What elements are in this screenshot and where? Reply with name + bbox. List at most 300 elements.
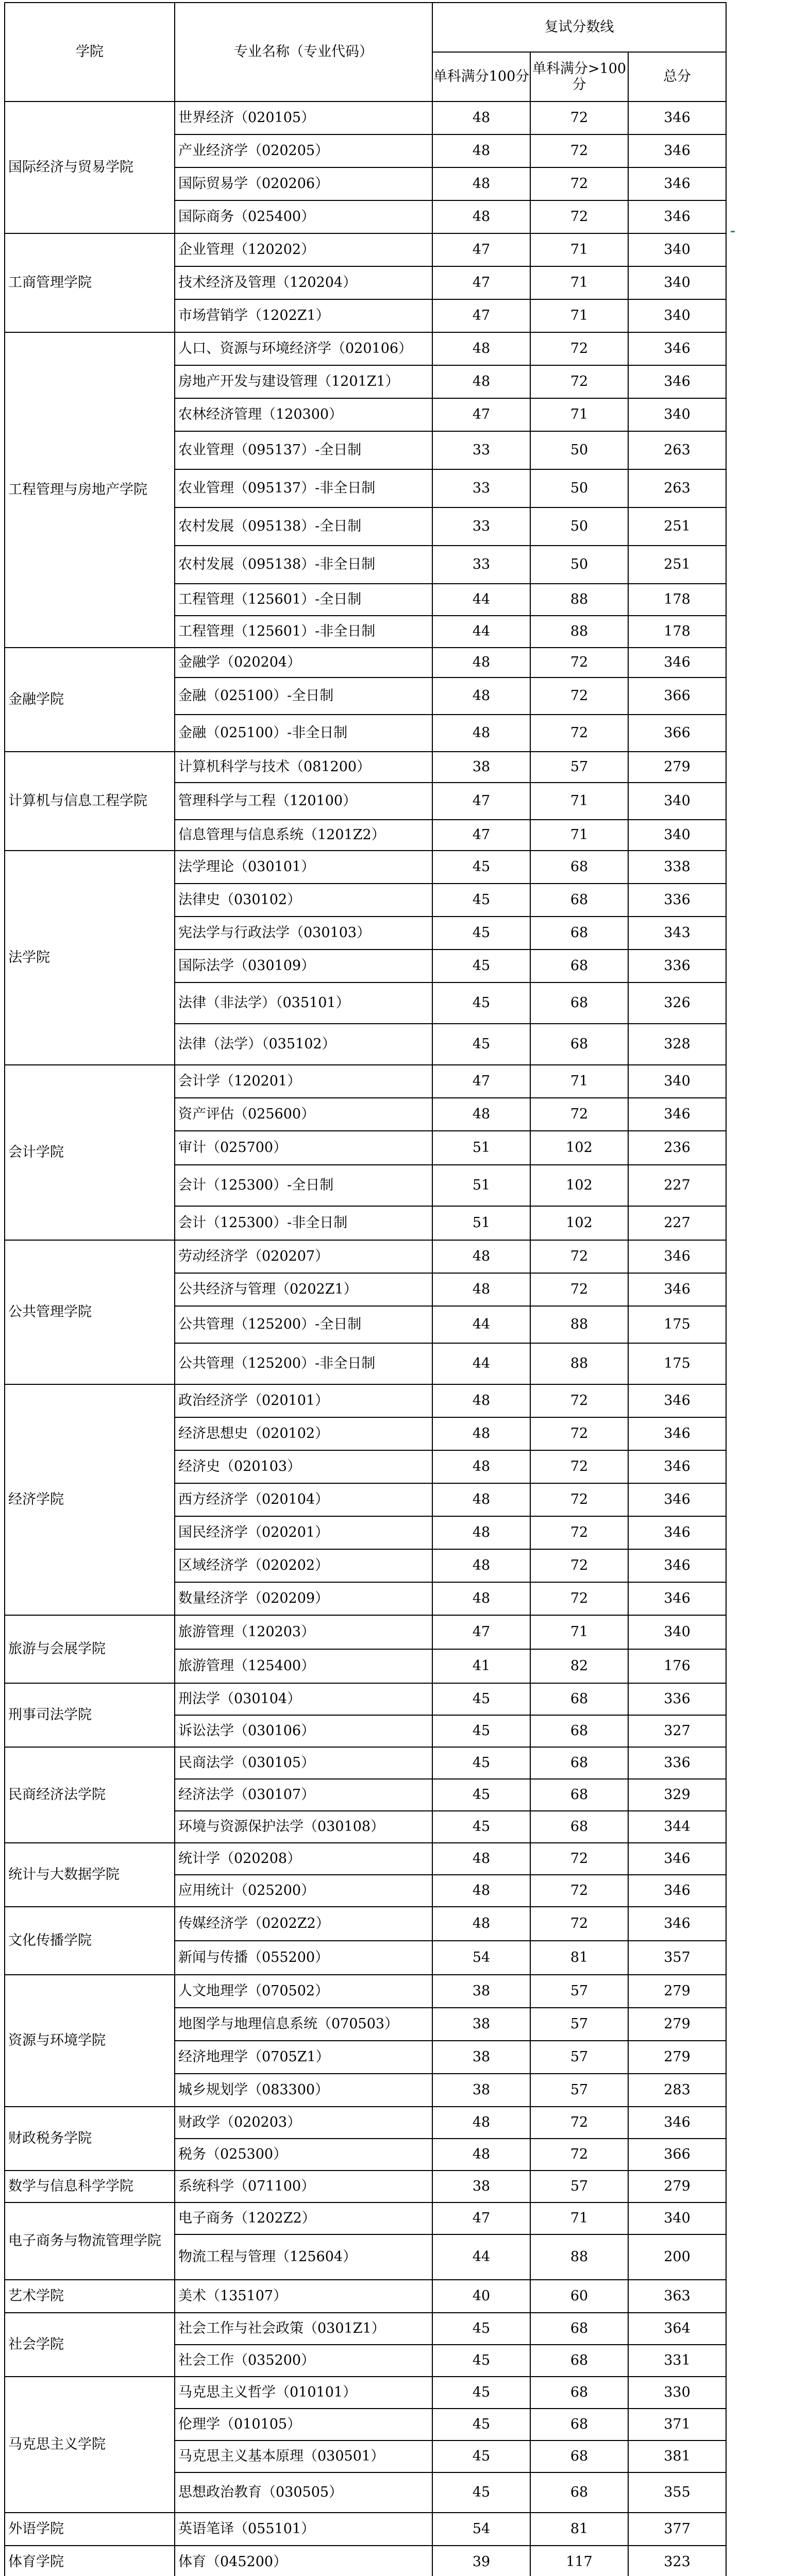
- table-row: [5, 2107, 726, 2139]
- single-100-cell: 44: [432, 1343, 530, 1384]
- table-row: [5, 332, 726, 365]
- major-cell: 农村发展（095138）-全日制: [175, 507, 432, 546]
- single-100-cell: 48: [432, 2107, 530, 2139]
- single-gt100-cell: 72: [530, 101, 628, 134]
- total-cell: 366: [628, 715, 726, 752]
- single-100-cell: 41: [432, 1649, 530, 1683]
- total-cell: 355: [628, 2472, 726, 2513]
- major-cell: 电子商务（1202Z2）: [175, 2202, 432, 2234]
- major-cell: 会计（125300）-非全日制: [175, 1206, 432, 1240]
- total-cell: 329: [628, 1779, 726, 1811]
- single-100-cell: 45: [432, 851, 530, 884]
- single-100-cell: 45: [432, 1779, 530, 1811]
- single-100-cell: 48: [432, 1549, 530, 1582]
- single-gt100-cell: 81: [530, 2513, 628, 2546]
- total-cell: 178: [628, 616, 726, 648]
- major-cell: 房地产开发与建设管理（1201Z1）: [175, 365, 432, 398]
- single-gt100-cell: 88: [530, 616, 628, 648]
- table-row: [5, 1065, 726, 1098]
- college-cell: 旅游与会展学院: [5, 1615, 175, 1683]
- single-100-cell: 48: [432, 332, 530, 365]
- total-header: 总分: [628, 52, 726, 101]
- single-100-cell: 48: [432, 101, 530, 134]
- single-100-cell: 47: [432, 1615, 530, 1649]
- total-cell: 346: [628, 1875, 726, 1907]
- major-cell: 法律史（030102）: [175, 884, 432, 917]
- total-cell: 346: [628, 332, 726, 365]
- single-100-cell: 45: [432, 982, 530, 1024]
- single-gt100-cell: 71: [530, 233, 628, 266]
- single-gt100-cell: 71: [530, 266, 628, 299]
- major-cell: 会计（125300）-全日制: [175, 1165, 432, 1206]
- single-100-cell: 48: [432, 677, 530, 715]
- single-100-cell: 47: [432, 299, 530, 332]
- major-cell: 计算机科学与技术（081200）: [175, 752, 432, 783]
- single-gt100-cell: 68: [530, 982, 628, 1024]
- major-header: 专业名称（专业代码）: [175, 3, 432, 101]
- single-gt100-cell: 71: [530, 820, 628, 851]
- total-cell: 176: [628, 1649, 726, 1683]
- table-row: [5, 851, 726, 884]
- total-cell: 340: [628, 2202, 726, 2234]
- major-cell: 诉讼法学（030106）: [175, 1715, 432, 1747]
- single-gt100-cell: 71: [530, 1615, 628, 1649]
- college-cell: 文化传播学院: [5, 1907, 175, 1975]
- total-cell: 346: [628, 1098, 726, 1131]
- single-gt100-cell: 68: [530, 1024, 628, 1065]
- major-cell: 信息管理与信息系统（1201Z2）: [175, 820, 432, 851]
- single-gt100-cell: 68: [530, 1747, 628, 1779]
- college-cell: 财政税务学院: [5, 2107, 175, 2171]
- single-gt100-cell: 72: [530, 332, 628, 365]
- major-cell: 统计学（020208）: [175, 1843, 432, 1875]
- total-cell: 346: [628, 101, 726, 134]
- major-cell: 税务（025300）: [175, 2139, 432, 2171]
- table-row: [5, 2513, 726, 2546]
- major-cell: 民商法学（030105）: [175, 1747, 432, 1779]
- total-cell: 340: [628, 398, 726, 431]
- college-cell: 外语学院: [5, 2513, 175, 2546]
- single-gt100-header: 单科满分>100分: [530, 52, 628, 101]
- total-cell: 175: [628, 1306, 726, 1343]
- total-cell: 346: [628, 1843, 726, 1875]
- total-cell: 346: [628, 1384, 726, 1417]
- single-gt100-cell: 71: [530, 2202, 628, 2234]
- single-100-cell: 44: [432, 2234, 530, 2280]
- single-gt100-cell: 68: [530, 1811, 628, 1843]
- total-cell: 346: [628, 1450, 726, 1483]
- single-gt100-cell: 57: [530, 2041, 628, 2074]
- college-cell: 工商管理学院: [5, 233, 175, 332]
- total-cell: 328: [628, 1024, 726, 1065]
- single-gt100-cell: 88: [530, 1343, 628, 1384]
- single-gt100-cell: 57: [530, 2074, 628, 2107]
- major-cell: 管理科学与工程（120100）: [175, 783, 432, 820]
- total-cell: 279: [628, 2008, 726, 2041]
- major-cell: 物流工程与管理（125604）: [175, 2234, 432, 2280]
- single-gt100-cell: 88: [530, 584, 628, 616]
- college-cell: 民商经济法学院: [5, 1747, 175, 1843]
- major-cell: 城乡规划学（083300）: [175, 2074, 432, 2107]
- college-cell: 数学与信息科学学院: [5, 2171, 175, 2202]
- major-cell: 国际商务（025400）: [175, 200, 432, 233]
- single-gt100-cell: 68: [530, 2472, 628, 2513]
- single-100-cell: 33: [432, 431, 530, 469]
- single-gt100-cell: 68: [530, 2377, 628, 2409]
- total-cell: 263: [628, 431, 726, 469]
- single-100-cell: 45: [432, 2345, 530, 2377]
- total-cell: 263: [628, 469, 726, 507]
- total-cell: 331: [628, 2345, 726, 2377]
- single-100-cell: 51: [432, 1131, 530, 1165]
- single-100-cell: 45: [432, 1811, 530, 1843]
- college-cell: 工程管理与房地产学院: [5, 332, 175, 648]
- table-row: [5, 2377, 726, 2409]
- single-gt100-cell: 72: [530, 200, 628, 233]
- major-cell: 地图学与地理信息系统（070503）: [175, 2008, 432, 2041]
- table-body: [5, 101, 726, 2576]
- major-cell: 公共管理（125200）-全日制: [175, 1306, 432, 1343]
- green-mark: [731, 231, 735, 232]
- single-gt100-cell: 68: [530, 950, 628, 982]
- college-cell: 艺术学院: [5, 2280, 175, 2313]
- major-cell: 社会工作（035200）: [175, 2345, 432, 2377]
- single-100-cell: 47: [432, 233, 530, 266]
- college-cell: 公共管理学院: [5, 1240, 175, 1384]
- major-cell: 环境与资源保护法学（030108）: [175, 1811, 432, 1843]
- college-cell: 经济学院: [5, 1384, 175, 1615]
- single-100-cell: 44: [432, 1306, 530, 1343]
- major-cell: 财政学（020203）: [175, 2107, 432, 2139]
- major-cell: 人口、资源与环境经济学（020106）: [175, 332, 432, 365]
- table-row: [5, 2202, 726, 2234]
- single-gt100-cell: 72: [530, 1516, 628, 1549]
- single-100-cell: 45: [432, 917, 530, 950]
- single-gt100-cell: 72: [530, 1549, 628, 1582]
- major-cell: 系统科学（071100）: [175, 2171, 432, 2202]
- total-cell: 340: [628, 1065, 726, 1098]
- single-gt100-cell: 82: [530, 1649, 628, 1683]
- single-gt100-cell: 72: [530, 677, 628, 715]
- single-gt100-cell: 72: [530, 167, 628, 200]
- retest-score-header: 复试分数线: [432, 3, 726, 52]
- single-100-cell: 33: [432, 546, 530, 584]
- single-100-cell: 48: [432, 134, 530, 167]
- major-cell: 新闻与传播（055200）: [175, 1941, 432, 1975]
- major-cell: 旅游管理（120203）: [175, 1615, 432, 1649]
- total-cell: 327: [628, 1715, 726, 1747]
- single-gt100-cell: 57: [530, 1975, 628, 2008]
- major-cell: 西方经济学（020104）: [175, 1483, 432, 1516]
- major-cell: 经济思想史（020102）: [175, 1417, 432, 1450]
- table-row: [5, 2546, 726, 2576]
- score-table: [4, 2, 727, 2576]
- total-cell: 346: [628, 1273, 726, 1306]
- single-100-cell: 48: [432, 1240, 530, 1273]
- single-100-cell: 48: [432, 200, 530, 233]
- single-gt100-cell: 50: [530, 507, 628, 546]
- total-cell: 340: [628, 266, 726, 299]
- table-row: [5, 233, 726, 266]
- single-100-cell: 45: [432, 884, 530, 917]
- single-100-cell: 40: [432, 2280, 530, 2313]
- single-100-cell: 48: [432, 1273, 530, 1306]
- single-gt100-cell: 68: [530, 1683, 628, 1715]
- total-cell: 236: [628, 1131, 726, 1165]
- single-100-cell: 48: [432, 1384, 530, 1417]
- single-100-cell: 48: [432, 1843, 530, 1875]
- total-cell: 336: [628, 950, 726, 982]
- total-cell: 366: [628, 2139, 726, 2171]
- total-cell: 346: [628, 200, 726, 233]
- single-100-cell: 38: [432, 2074, 530, 2107]
- total-cell: 377: [628, 2513, 726, 2546]
- total-cell: 346: [628, 1549, 726, 1582]
- college-cell: 金融学院: [5, 648, 175, 752]
- major-cell: 农业管理（095137）-全日制: [175, 431, 432, 469]
- single-gt100-cell: 72: [530, 134, 628, 167]
- single-100-cell: 48: [432, 1098, 530, 1131]
- major-cell: 社会工作与社会政策（0301Z1）: [175, 2313, 432, 2345]
- total-cell: 175: [628, 1343, 726, 1384]
- major-cell: 技术经济及管理（120204）: [175, 266, 432, 299]
- total-cell: 251: [628, 546, 726, 584]
- single-100-cell: 45: [432, 1683, 530, 1715]
- single-100-header: 单科满分100分: [432, 52, 530, 101]
- college-cell: 计算机与信息工程学院: [5, 752, 175, 851]
- major-cell: 公共经济与管理（0202Z1）: [175, 1273, 432, 1306]
- single-100-cell: 45: [432, 1747, 530, 1779]
- single-gt100-cell: 71: [530, 299, 628, 332]
- single-100-cell: 48: [432, 167, 530, 200]
- total-cell: 283: [628, 2074, 726, 2107]
- table-row: [5, 1683, 726, 1715]
- total-cell: 366: [628, 677, 726, 715]
- single-100-cell: 47: [432, 1065, 530, 1098]
- single-gt100-cell: 72: [530, 1582, 628, 1615]
- total-cell: 200: [628, 2234, 726, 2280]
- table-row: [5, 1907, 726, 1941]
- single-gt100-cell: 117: [530, 2546, 628, 2576]
- single-100-cell: 51: [432, 1206, 530, 1240]
- single-100-cell: 38: [432, 2041, 530, 2074]
- single-gt100-cell: 68: [530, 2409, 628, 2441]
- total-cell: 381: [628, 2441, 726, 2472]
- college-cell: 会计学院: [5, 1065, 175, 1240]
- single-gt100-cell: 72: [530, 1240, 628, 1273]
- table-row: [5, 1843, 726, 1875]
- single-gt100-cell: 88: [530, 2234, 628, 2280]
- major-cell: 劳动经济学（020207）: [175, 1240, 432, 1273]
- single-100-cell: 48: [432, 1483, 530, 1516]
- single-gt100-cell: 68: [530, 1779, 628, 1811]
- single-gt100-cell: 68: [530, 1715, 628, 1747]
- major-cell: 数量经济学（020209）: [175, 1582, 432, 1615]
- single-gt100-cell: 50: [530, 546, 628, 584]
- single-gt100-cell: 72: [530, 2107, 628, 2139]
- single-100-cell: 48: [432, 365, 530, 398]
- single-gt100-cell: 72: [530, 1384, 628, 1417]
- single-gt100-cell: 72: [530, 1843, 628, 1875]
- single-100-cell: 45: [432, 2472, 530, 2513]
- single-gt100-cell: 50: [530, 431, 628, 469]
- major-cell: 应用统计（025200）: [175, 1875, 432, 1907]
- college-cell: 社会学院: [5, 2313, 175, 2377]
- total-cell: 340: [628, 783, 726, 820]
- single-gt100-cell: 68: [530, 884, 628, 917]
- single-gt100-cell: 81: [530, 1941, 628, 1975]
- major-cell: 经济地理学（0705Z1）: [175, 2041, 432, 2074]
- major-cell: 金融学（020204）: [175, 648, 432, 677]
- single-gt100-cell: 102: [530, 1165, 628, 1206]
- major-cell: 英语笔译（055101）: [175, 2513, 432, 2546]
- major-cell: 市场营销学（1202Z1）: [175, 299, 432, 332]
- single-gt100-cell: 72: [530, 365, 628, 398]
- college-header: 学院: [5, 3, 175, 101]
- major-cell: 法律（法学）（035102）: [175, 1024, 432, 1065]
- table-row: [5, 1747, 726, 1779]
- total-cell: 346: [628, 1417, 726, 1450]
- total-cell: 343: [628, 917, 726, 950]
- single-gt100-cell: 102: [530, 1206, 628, 1240]
- single-gt100-cell: 57: [530, 2008, 628, 2041]
- major-cell: 区域经济学（020202）: [175, 1549, 432, 1582]
- header-row-1: [5, 3, 726, 52]
- major-cell: 人文地理学（070502）: [175, 1975, 432, 2008]
- total-cell: 344: [628, 1811, 726, 1843]
- table-row: [5, 1615, 726, 1649]
- single-100-cell: 38: [432, 2008, 530, 2041]
- total-cell: 363: [628, 2280, 726, 2313]
- single-100-cell: 44: [432, 584, 530, 616]
- single-gt100-cell: 72: [530, 2139, 628, 2171]
- single-gt100-cell: 72: [530, 1273, 628, 1306]
- single-100-cell: 45: [432, 2441, 530, 2472]
- single-100-cell: 47: [432, 783, 530, 820]
- major-cell: 法律（非法学）（035101）: [175, 982, 432, 1024]
- total-cell: 336: [628, 1747, 726, 1779]
- total-cell: 340: [628, 820, 726, 851]
- total-cell: 251: [628, 507, 726, 546]
- major-cell: 宪法学与行政法学（030103）: [175, 917, 432, 950]
- major-cell: 旅游管理（125400）: [175, 1649, 432, 1683]
- single-100-cell: 33: [432, 469, 530, 507]
- total-cell: 346: [628, 1240, 726, 1273]
- major-cell: 审计（025700）: [175, 1131, 432, 1165]
- major-cell: 国际贸易学（020206）: [175, 167, 432, 200]
- table-row: [5, 1240, 726, 1273]
- total-cell: 340: [628, 299, 726, 332]
- total-cell: 336: [628, 884, 726, 917]
- college-cell: 法学院: [5, 851, 175, 1065]
- total-cell: 340: [628, 233, 726, 266]
- major-cell: 工程管理（125601）-非全日制: [175, 616, 432, 648]
- single-100-cell: 47: [432, 398, 530, 431]
- total-cell: 371: [628, 2409, 726, 2441]
- major-cell: 美术（135107）: [175, 2280, 432, 2313]
- total-cell: 336: [628, 1683, 726, 1715]
- total-cell: 364: [628, 2313, 726, 2345]
- total-cell: 227: [628, 1206, 726, 1240]
- major-cell: 产业经济学（020205）: [175, 134, 432, 167]
- total-cell: 346: [628, 167, 726, 200]
- single-100-cell: 47: [432, 2202, 530, 2234]
- single-100-cell: 45: [432, 2313, 530, 2345]
- single-gt100-cell: 68: [530, 2345, 628, 2377]
- single-100-cell: 38: [432, 1975, 530, 2008]
- single-100-cell: 48: [432, 715, 530, 752]
- single-gt100-cell: 68: [530, 851, 628, 884]
- single-100-cell: 45: [432, 2409, 530, 2441]
- major-cell: 农村发展（095138）-非全日制: [175, 546, 432, 584]
- single-100-cell: 47: [432, 820, 530, 851]
- major-cell: 刑法学（030104）: [175, 1683, 432, 1715]
- total-cell: 227: [628, 1165, 726, 1206]
- single-100-cell: 48: [432, 2139, 530, 2171]
- total-cell: 338: [628, 851, 726, 884]
- single-100-cell: 48: [432, 648, 530, 677]
- major-cell: 法学理论（030101）: [175, 851, 432, 884]
- major-cell: 体育（045200）: [175, 2546, 432, 2576]
- major-cell: 国民经济学（020201）: [175, 1516, 432, 1549]
- major-cell: 经济史（020103）: [175, 1450, 432, 1483]
- total-cell: 346: [628, 1907, 726, 1941]
- major-cell: 会计学（120201）: [175, 1065, 432, 1098]
- total-cell: 340: [628, 1615, 726, 1649]
- single-gt100-cell: 57: [530, 2171, 628, 2202]
- major-cell: 工程管理（125601）-全日制: [175, 584, 432, 616]
- major-cell: 政治经济学（020101）: [175, 1384, 432, 1417]
- major-cell: 公共管理（125200）-非全日制: [175, 1343, 432, 1384]
- college-cell: 国际经济与贸易学院: [5, 101, 175, 233]
- single-gt100-cell: 72: [530, 1483, 628, 1516]
- total-cell: 323: [628, 2546, 726, 2576]
- single-100-cell: 47: [432, 266, 530, 299]
- table-row: [5, 648, 726, 677]
- major-cell: 农业管理（095137）-非全日制: [175, 469, 432, 507]
- single-100-cell: 45: [432, 2377, 530, 2409]
- major-cell: 金融（025100）-全日制: [175, 677, 432, 715]
- single-gt100-cell: 68: [530, 2313, 628, 2345]
- single-gt100-cell: 102: [530, 1131, 628, 1165]
- college-cell: 电子商务与物流管理学院: [5, 2202, 175, 2280]
- single-100-cell: 33: [432, 507, 530, 546]
- total-cell: 346: [628, 1483, 726, 1516]
- major-cell: 世界经济（020105）: [175, 101, 432, 134]
- major-cell: 金融（025100）-非全日制: [175, 715, 432, 752]
- single-gt100-cell: 72: [530, 1417, 628, 1450]
- single-gt100-cell: 72: [530, 715, 628, 752]
- single-100-cell: 48: [432, 1450, 530, 1483]
- college-cell: 体育学院: [5, 2546, 175, 2576]
- single-100-cell: 51: [432, 1165, 530, 1206]
- single-gt100-cell: 88: [530, 1306, 628, 1343]
- single-gt100-cell: 68: [530, 2441, 628, 2472]
- single-100-cell: 48: [432, 1417, 530, 1450]
- total-cell: 178: [628, 584, 726, 616]
- major-cell: 马克思主义基本原理（030501）: [175, 2441, 432, 2472]
- single-100-cell: 48: [432, 1907, 530, 1941]
- total-cell: 326: [628, 982, 726, 1024]
- single-100-cell: 48: [432, 1582, 530, 1615]
- single-100-cell: 39: [432, 2546, 530, 2576]
- college-cell: 马克思主义学院: [5, 2377, 175, 2513]
- major-cell: 国际法学（030109）: [175, 950, 432, 982]
- table-row: [5, 2280, 726, 2313]
- single-gt100-cell: 72: [530, 1907, 628, 1941]
- single-100-cell: 44: [432, 616, 530, 648]
- total-cell: 279: [628, 752, 726, 783]
